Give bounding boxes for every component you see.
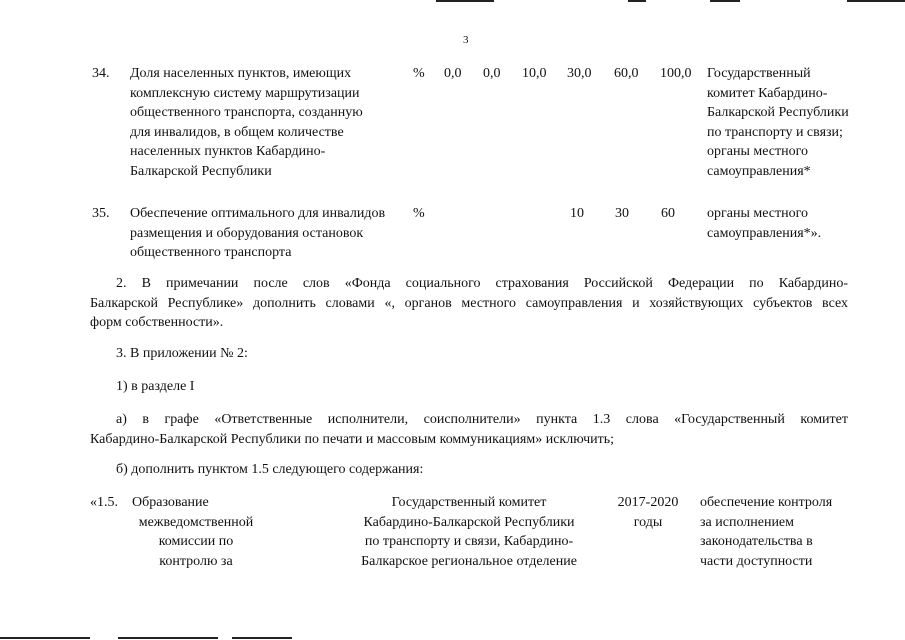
row-34-responsible-line: самоуправления*: [707, 163, 811, 179]
row-35-name-line: размещения и оборудования остановок: [130, 225, 364, 241]
paragraph-2-line: Балкарской Республике» дополнить словами «, органов местного самоуправления и хозяйствующих субъектов всех: [90, 295, 848, 311]
row-34-name-line: Балкарской Республики: [130, 163, 272, 179]
paragraph-5-line: Кабардино-Балкарской Республики по печати и массовым коммуникациям» исключить;: [90, 431, 615, 447]
row-35-number: 35.: [92, 206, 110, 221]
paragraph-5: [90, 410, 848, 449]
paragraph-5-line: а) в графе «Ответственные исполнители, соисполнители» пункта 1.3 слова «Государственный комитет: [116, 412, 848, 427]
row-35-name-line: Обеспечение оптимального для инвалидов: [130, 206, 386, 221]
row-34-value: 10,0: [522, 66, 547, 81]
item-1-5-result-line: законодательства в: [700, 534, 813, 549]
row-34-name-line: Доля населенных пунктов, имеющих: [130, 66, 352, 81]
item-1-5-executors-line: Балкарское региональное отделение: [361, 553, 577, 569]
item-1-5-executors-line: по транспорту и связи, Кабардино-: [364, 534, 574, 549]
paragraph-4: 1) в разделе I: [116, 379, 195, 394]
scan-mark-top-3: [710, 0, 740, 2]
item-1-5-executors: [330, 493, 608, 571]
item-1-5-name-line: межведомственной: [138, 514, 254, 530]
item-1-5-result: [700, 493, 832, 571]
item-1-5-term: [606, 493, 690, 532]
row-34-name-line: для инвалидов, в общем количестве: [130, 124, 344, 140]
item-1-5-result-line: обеспечение контроля: [700, 495, 833, 510]
row-34-value: 60,0: [614, 66, 639, 81]
item-1-5-term-line: 2017-2020: [617, 495, 679, 510]
item-1-5-name-line: Образование: [132, 495, 209, 510]
page-number: 3: [463, 34, 469, 46]
row-35-responsible: [707, 204, 821, 243]
item-1-5-number: «1.5.: [90, 495, 118, 510]
scan-mark-top-4: [847, 0, 905, 2]
paragraph-2-line: 2. В примечании после слов «Фонда социального страхования Российской Федерации по Кабардино-: [116, 276, 848, 291]
item-1-5-name-line: контролю за: [159, 553, 233, 569]
row-35-value: 60: [661, 206, 675, 221]
row-34-responsible: [707, 64, 849, 181]
row-34-name-line: комплексную систему маршрутизации: [130, 85, 360, 101]
row-34-responsible-line: комитет Кабардино-: [707, 85, 828, 101]
row-34-value: 30,0: [567, 66, 592, 81]
item-1-5-name: [126, 493, 266, 571]
row-35-unit: %: [413, 206, 425, 221]
row-34-number: 34.: [92, 66, 110, 81]
row-34-responsible-line: Государственный: [707, 66, 811, 81]
scan-mark-bottom-3: [232, 637, 292, 639]
paragraph-3: 3. В приложении № 2:: [116, 346, 248, 361]
row-35-value: 10: [570, 206, 584, 221]
row-35-value: 30: [615, 206, 629, 221]
item-1-5-result-line: за исполнением: [700, 514, 795, 530]
item-1-5-executors-line: Государственный комитет: [391, 495, 547, 510]
scan-mark-top-2: [628, 0, 646, 2]
scan-mark-bottom-1: [0, 637, 90, 639]
paragraph-6: б) дополнить пунктом 1.5 следующего содержания:: [116, 462, 424, 477]
row-34-responsible-line: органы местного: [707, 144, 808, 159]
item-1-5-executors-line: Кабардино-Балкарской Республики: [363, 514, 575, 530]
scan-mark-bottom-2: [118, 637, 218, 639]
row-34-unit: %: [413, 66, 425, 81]
scan-mark-top-1: [436, 0, 494, 2]
row-34-value: 0,0: [444, 66, 462, 81]
row-34-value: 0,0: [483, 66, 501, 81]
item-1-5-result-line: части доступности: [700, 553, 813, 569]
item-1-5-name-line: комиссии по: [158, 534, 234, 549]
row-34-responsible-line: Балкарской Республики: [707, 105, 849, 120]
row-35-responsible-line: самоуправления*».: [707, 225, 822, 241]
row-35-name: [130, 204, 385, 263]
row-35-name-line: общественного транспорта: [130, 245, 292, 260]
paragraph-2-line: форм собственности».: [90, 315, 224, 330]
row-34-value: 100,0: [660, 66, 692, 81]
row-34-responsible-line: по транспорту и связи;: [707, 124, 843, 140]
paragraph-2: [90, 274, 848, 333]
row-34-name-line: общественного транспорта, созданную: [130, 105, 363, 120]
item-1-5-term-line: годы: [633, 514, 663, 530]
row-35-responsible-line: органы местного: [707, 206, 808, 221]
row-34-name-line: населенных пунктов Кабардино-: [130, 144, 326, 159]
row-34-name: [130, 64, 363, 181]
